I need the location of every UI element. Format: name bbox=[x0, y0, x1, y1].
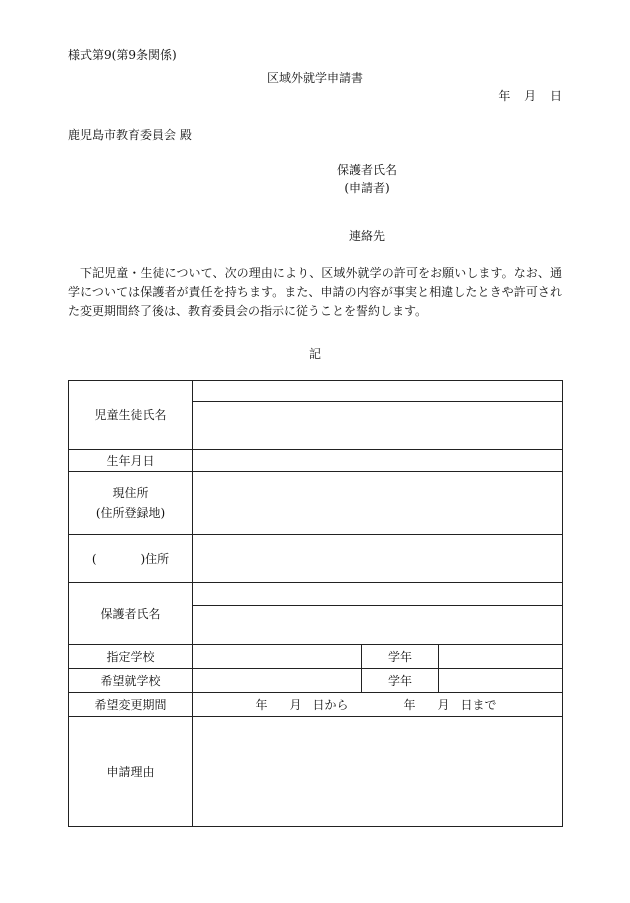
period-start-month: 月 bbox=[289, 697, 302, 712]
designated-school-label: 指定学校 bbox=[69, 645, 193, 669]
current-address-label-line2: (住所登録地) bbox=[95, 506, 166, 520]
declaration-text: 下記児童・生徒について、次の理由により、区域外就学の許可をお願いします。なお、通学については保護者が責任を持ちます。また、申請の内容が事実と相違したときや許可された変更期間終了後は、教育委員会の指示に従うことを誓約します。 bbox=[68, 266, 562, 318]
current-address-label bbox=[69, 472, 193, 535]
designated-grade-label: 学年 bbox=[362, 645, 439, 669]
student-name-label: 児童生徒氏名 bbox=[69, 381, 193, 450]
birthdate-field[interactable] bbox=[193, 450, 563, 472]
desired-grade-field[interactable] bbox=[439, 669, 563, 693]
current-address-field[interactable] bbox=[193, 472, 563, 535]
desired-grade-label: 学年 bbox=[362, 669, 439, 693]
addressee: 鹿児島市教育委員会 殿 bbox=[68, 128, 192, 142]
other-address-open-paren: ( bbox=[91, 551, 97, 566]
birthdate-label: 生年月日 bbox=[69, 450, 193, 472]
guardian-name-field[interactable] bbox=[193, 606, 563, 645]
desired-period-field[interactable] bbox=[193, 693, 563, 717]
designated-grade-field[interactable] bbox=[439, 645, 563, 669]
period-end-year: 年 bbox=[403, 697, 416, 712]
guardian-name-furigana-field[interactable] bbox=[193, 583, 563, 606]
period-end-day: 日まで bbox=[460, 697, 497, 712]
desired-period-label: 希望変更期間 bbox=[69, 693, 193, 717]
document-title: 区域外就学申請書 bbox=[266, 71, 363, 85]
student-name-field[interactable] bbox=[193, 402, 563, 450]
period-end-month: 月 bbox=[437, 697, 450, 712]
contact-label: 連絡先 bbox=[348, 229, 385, 243]
date-line: 年 月 日 bbox=[498, 89, 562, 103]
application-table bbox=[68, 380, 563, 827]
student-name-furigana-field[interactable] bbox=[193, 381, 563, 402]
ki-heading: 記 bbox=[308, 347, 321, 361]
period-start-day: 日から bbox=[312, 697, 349, 712]
desired-school-label: 希望就学校 bbox=[69, 669, 193, 693]
guardian-name-label: 保護者氏名 bbox=[336, 163, 397, 177]
current-address-label-line1: 現住所 bbox=[112, 486, 149, 500]
designated-school-field[interactable] bbox=[193, 645, 362, 669]
reason-field[interactable] bbox=[193, 717, 563, 827]
other-address-field[interactable] bbox=[193, 535, 563, 583]
period-start-year: 年 bbox=[255, 697, 268, 712]
guardian-name-table-label: 保護者氏名 bbox=[69, 583, 193, 645]
form-number: 様式第9(第9条関係) bbox=[68, 48, 177, 62]
applicant-label: (申請者) bbox=[344, 181, 390, 195]
desired-school-field[interactable] bbox=[193, 669, 362, 693]
other-address-close: )住所 bbox=[140, 551, 170, 566]
reason-label: 申請理由 bbox=[69, 717, 193, 827]
other-address-label bbox=[69, 535, 193, 583]
